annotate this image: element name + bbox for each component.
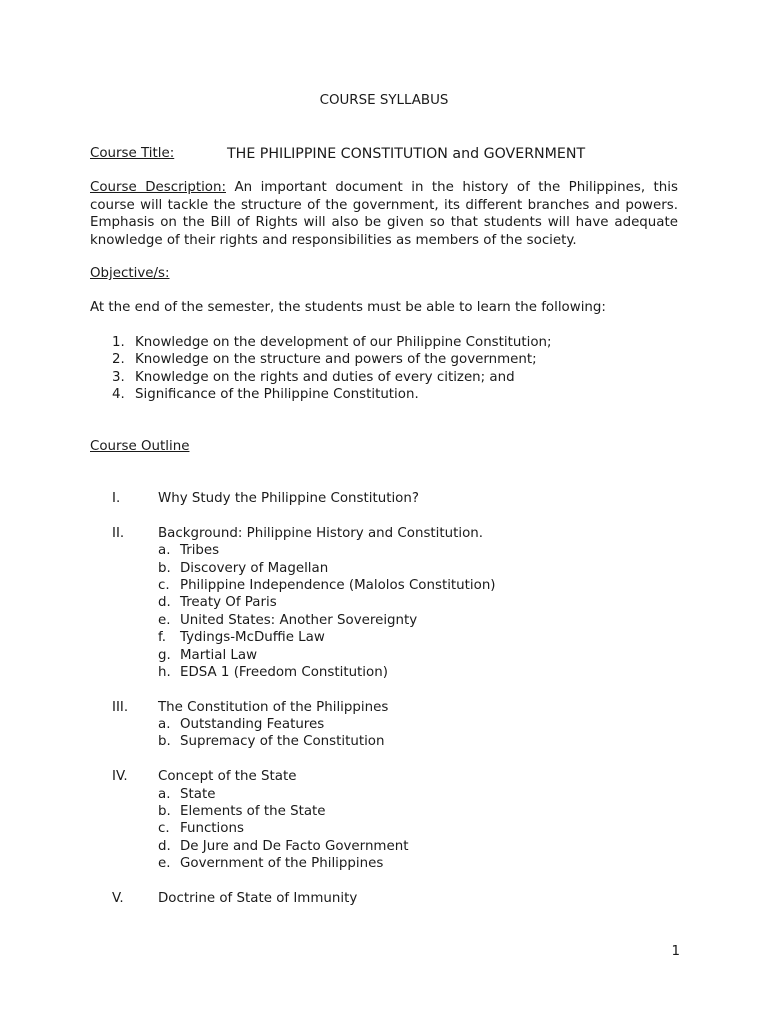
outline-section-numeral: I. <box>112 491 121 506</box>
outline-subtopic-text: Outstanding Features <box>180 717 325 733</box>
outline-section-title: The Constitution of the Philippines <box>158 699 389 715</box>
course-description-label: Course Description: <box>90 180 226 195</box>
outline-subtopic-letter: e. <box>158 856 171 872</box>
outline-section-title: Doctrine of State of Immunity <box>158 890 358 906</box>
outline-subtopic-letter: a. <box>158 717 171 733</box>
outline-subtopics <box>112 717 712 752</box>
outline-section-title: Concept of the State <box>158 769 297 785</box>
outline-subtopic-text: Discovery of Magellan <box>180 560 329 576</box>
outline-subtopic-text: Philippine Independence (Malolos Constitution) <box>180 577 496 593</box>
outline-subtopic-text: Elements of the State <box>180 804 326 820</box>
outline-subtopic-text: Functions <box>180 821 244 837</box>
page-number: 1 <box>671 944 680 959</box>
objective-item <box>112 335 552 352</box>
outline-subtopic-letter: d. <box>158 595 171 611</box>
outline-subtopic <box>158 561 712 578</box>
outline-subtopic-letter: b. <box>158 804 171 820</box>
outline-subtopic-letter: g. <box>158 647 171 663</box>
outline-section <box>112 769 712 873</box>
outline-subtopic-letter: d. <box>158 838 171 854</box>
outline-subtopic <box>158 648 712 665</box>
outline-subtopic-text: Government of the Philippines <box>180 856 384 872</box>
objective-item <box>112 387 552 404</box>
outline-subtopics <box>112 543 712 682</box>
objective-text: Knowledge on the rights and duties of every citizen; and <box>135 369 515 385</box>
objectives-list <box>112 335 552 405</box>
course-outline <box>112 491 712 926</box>
outline-section-title: Why Study the Philippine Constitution? <box>158 491 419 506</box>
outline-section-heading <box>112 891 712 908</box>
outline-section-heading <box>112 526 712 543</box>
outline-subtopic-letter: e. <box>158 612 171 628</box>
course-title-row <box>90 146 690 161</box>
objective-item <box>112 370 552 387</box>
outline-subtopic-text: United States: Another Sovereignty <box>180 612 418 628</box>
outline-section <box>112 700 712 752</box>
outline-subtopic <box>158 595 712 612</box>
page-title: COURSE SYLLABUS <box>319 93 449 108</box>
outline-subtopic-text: Treaty Of Paris <box>180 595 277 611</box>
outline-subtopic <box>158 613 712 630</box>
outline-subtopic <box>158 665 712 682</box>
outline-subtopic-letter: b. <box>158 734 171 750</box>
outline-section <box>112 891 712 908</box>
objective-number: 4. <box>112 387 125 403</box>
outline-subtopic-letter: h. <box>158 664 171 680</box>
outline-section-heading <box>112 491 712 508</box>
course-description-text: An important document in the history of the Philippines, this course will tackle the structure of the government, its different branches and powers. Emphasis on the Bill of Rights will also be given so that students will have adequate knowledge of their rights and responsibilities as members of the society. <box>90 180 678 248</box>
outline-subtopic <box>158 856 712 873</box>
course-description <box>90 179 678 249</box>
objective-item <box>112 352 552 369</box>
outline-section-numeral: V. <box>112 890 124 906</box>
outline-subtopic <box>158 839 712 856</box>
objective-number: 2. <box>112 352 125 368</box>
outline-subtopic <box>158 734 712 751</box>
outline-subtopic <box>158 787 712 804</box>
outline-subtopic <box>158 630 712 647</box>
outline-section-numeral: II. <box>112 525 125 541</box>
outline-subtopic-letter: c. <box>158 577 170 593</box>
outline-subtopic-text: Tribes <box>180 543 220 559</box>
outline-section <box>112 526 712 683</box>
course-title-label: Course Title: <box>90 146 175 161</box>
outline-subtopic <box>158 717 712 734</box>
outline-subtopic <box>158 578 712 595</box>
outline-subtopic-letter: c. <box>158 821 170 837</box>
objective-text: Knowledge on the structure and powers of the government; <box>135 352 537 368</box>
objective-number: 1. <box>112 335 125 350</box>
course-outline-label: Course Outline <box>90 439 190 454</box>
outline-subtopic-text: State <box>180 786 216 802</box>
outline-subtopic <box>158 543 712 560</box>
objectives-label: Objective/s: <box>90 266 170 281</box>
objectives-intro: At the end of the semester, the students must be able to learn the following: <box>90 300 606 315</box>
objective-number: 3. <box>112 369 125 385</box>
outline-subtopic-text: Supremacy of the Constitution <box>180 734 385 750</box>
course-title: THE PHILIPPINE CONSTITUTION and GOVERNMENT <box>227 146 586 162</box>
outline-subtopic-letter: b. <box>158 560 171 576</box>
outline-section-numeral: IV. <box>112 769 128 785</box>
outline-subtopic-letter: a. <box>158 543 171 559</box>
outline-section-heading <box>112 769 712 786</box>
outline-section <box>112 491 712 508</box>
outline-subtopic-text: EDSA 1 (Freedom Constitution) <box>180 664 388 680</box>
outline-section-numeral: III. <box>112 699 129 715</box>
outline-section-title: Background: Philippine History and Constitution. <box>158 525 484 541</box>
outline-section-heading <box>112 700 712 717</box>
outline-subtopic-text: Martial Law <box>180 647 258 663</box>
outline-subtopic-letter: a. <box>158 786 171 802</box>
outline-subtopic-text: De Jure and De Facto Government <box>180 838 409 854</box>
objective-text: Knowledge on the development of our Philippine Constitution; <box>135 335 552 350</box>
outline-subtopic <box>158 821 712 838</box>
objective-text: Significance of the Philippine Constitution. <box>135 387 419 403</box>
outline-subtopics <box>112 787 712 874</box>
outline-subtopic <box>158 804 712 821</box>
outline-subtopic-letter: f. <box>158 630 166 646</box>
outline-subtopic-text: Tydings-McDuffie Law <box>180 630 325 646</box>
